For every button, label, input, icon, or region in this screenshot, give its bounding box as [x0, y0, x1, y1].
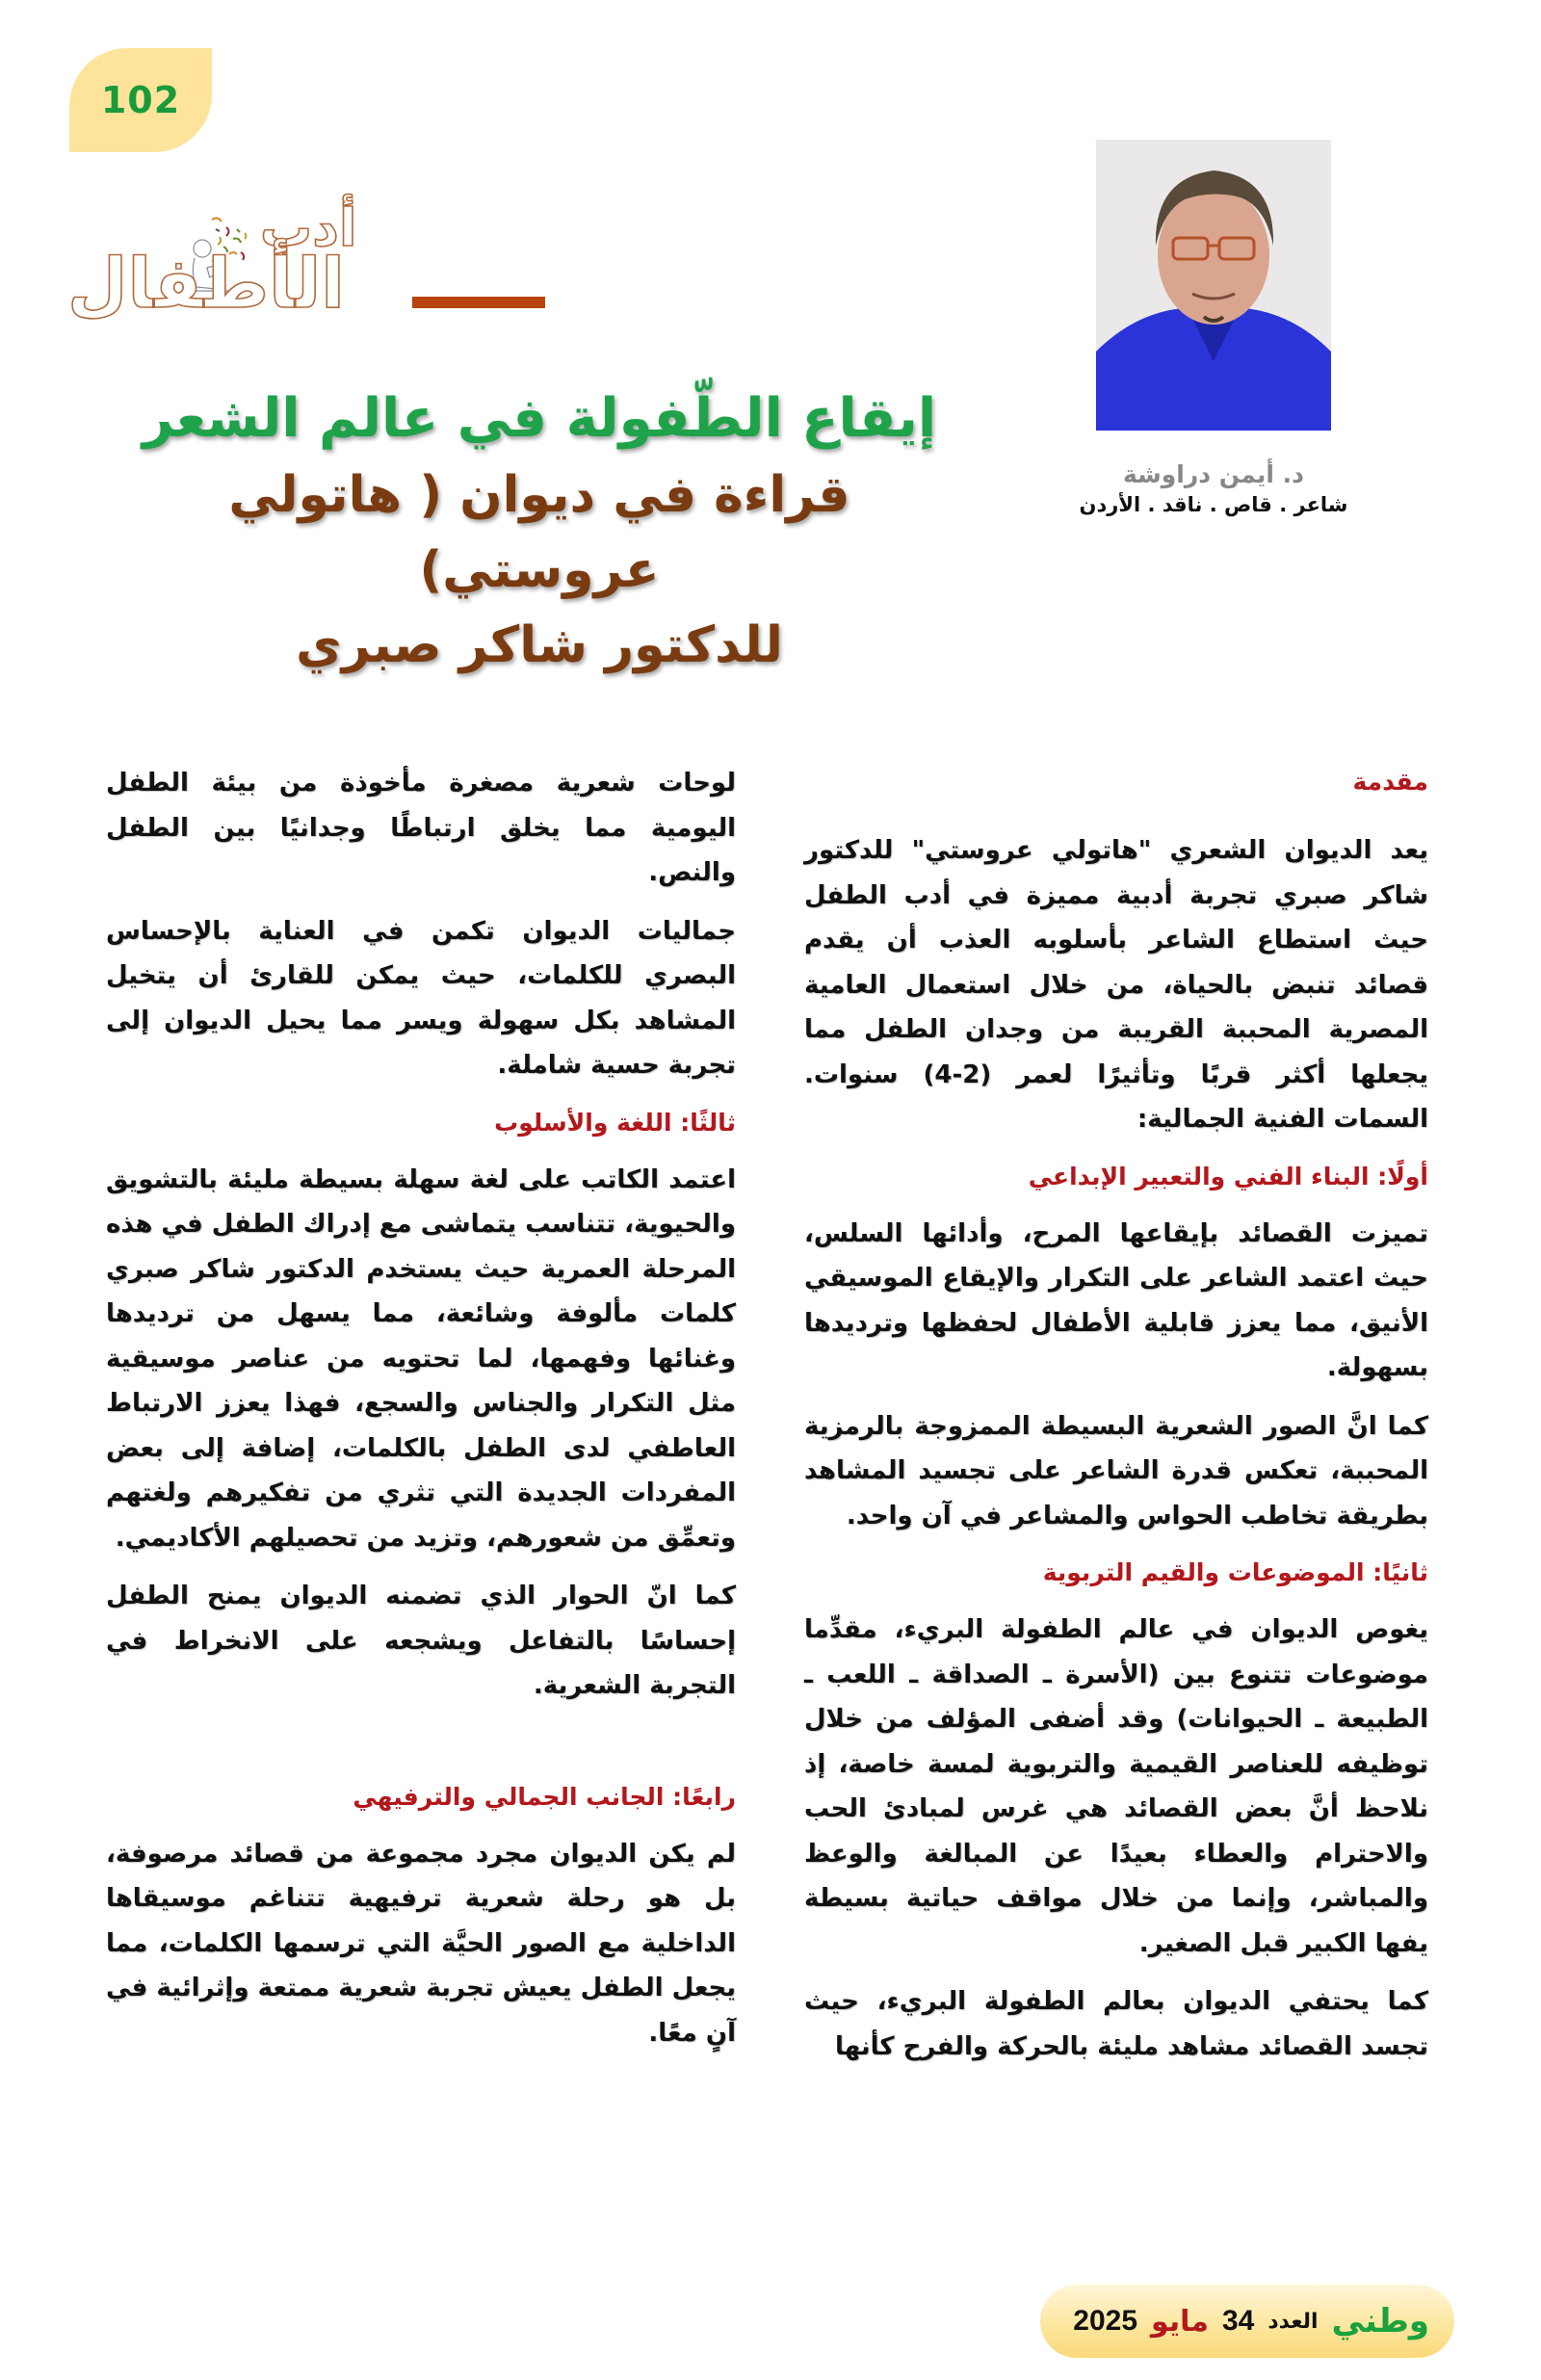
- paragraph: يغوص الديوان في عالم الطفولة البريء، مقدِّما موضوعات تتنوع بين (الأسرة ـ الصداقة ـ اللعب ـ الطبيعة ـ الحيوانات) وقد أضفى المؤلف من خلال توظيفه للعناصر القيمية والتربوية لمسة خاصة، إذ نلاحظ أنَّ بعض القصائد هي غرس لمبادئ الحب والاحترام والعطاء بعيدًا عن المبالغة والوعظ والمباشر، وإنما من خلال مواقف حياتية بسيطة يفها الكبير قبل الصغير.: [804, 1615, 1428, 1958]
- paragraph: لوحات شعرية مصغرة مأخوذة من بيئة الطفل اليومية مما يخلق ارتباطًا وجدانيًا بين الطفل والنص.: [106, 769, 736, 887]
- issue-number: 34: [1221, 2305, 1255, 2337]
- heading-third-section: ثالثًا: اللغة والأسلوب: [494, 1108, 736, 1137]
- article-column-right: [804, 761, 1428, 2082]
- author-portrait-icon: [1096, 140, 1331, 431]
- heading-fourth-section: رابعًا: الجانب الجمالي والترفيهي: [353, 1782, 736, 1811]
- issue-label: العدد: [1267, 2309, 1319, 2334]
- title-subtitle: قراءة في ديوان ( هاتولي عروستي): [228, 466, 850, 599]
- title-main: إيقاع الطّفولة في عالم الشعر: [142, 387, 937, 450]
- issue-month: مايو: [1151, 2304, 1209, 2339]
- author-role: شاعر . قاص . ناقد . الأردن: [1079, 493, 1348, 516]
- paragraph: تميزت القصائد بإيقاعها المرح، وأدائها السلس، حيث اعتمد الشاعر على التكرار والإيقاع الموسيقي الأنيق، مما يعزز قابلية الأطفال لحفظها وترديدها بسهولة.: [804, 1218, 1428, 1382]
- page-number-tab: [69, 48, 212, 152]
- author-photo: [1096, 140, 1331, 431]
- heading-introduction: مقدمة: [1352, 768, 1428, 796]
- paragraph: لم يكن الديوان مجرد مجموعة من قصائد مرصوفة، بل هو رحلة شعرية ترفيهية تتناغم موسيقاها الداخلية مع الصور الحيَّة التي ترسمها الكلمات، مما يجعل الطفل يعيش تجربة شعرية ممتعة وإثرائية في آنٍ معًا.: [106, 1839, 736, 2048]
- article-column-left: [106, 761, 736, 2069]
- paragraph: يعد الديوان الشعري "هاتولي عروستي" للدكتور شاكر صبري تجربة أدبية مميزة في أدب الطفل حيث استطاع الشاعر بأسلوبه العذب أن يقدم قصائد تنبض بالحياة، من خلال استعمال العامية المصرية المحببة القريبة من وجدان الطفل مما يجعلها أكثر قربًا وتأثيرًا لعمر (2-4) سنوات. السمات الفنية الجمالية:: [804, 836, 1429, 1134]
- heading-first-section: أولًا: البناء الفني والتعبير الإبداعي: [1028, 1162, 1428, 1190]
- heading-second-section: ثانيًا: الموضوعات والقيم التربوية: [1042, 1558, 1428, 1586]
- article-title: [106, 380, 973, 683]
- paragraph: كما انَّ الصور الشعرية البسيطة الممزوجة بالرمزية المحببة، تعكس قدرة الشاعر على تجسيد المشاهد بطريقة تخاطب الحواس والمشاعر في آن واحد.: [804, 1411, 1428, 1530]
- magazine-name: وطني: [1331, 2302, 1429, 2341]
- issue-footer: [1040, 2285, 1454, 2358]
- author-name: د. أيمن دراوشة: [1122, 460, 1305, 488]
- section-logo: [67, 197, 626, 327]
- paragraph: كما يحتفي الديوان بعالم الطفولة البريء، حيث تجسد القصائد مشاهد مليئة بالحركة والفرح كأنها: [804, 1987, 1428, 2061]
- page-number: 102: [100, 79, 181, 121]
- paragraph: جماليات الديوان تكمن في العناية بالإحساس البصري للكلمات، حيث يمكن للقارئ أن يتخيل المشاهد بكل سهولة ويسر مما يحيل الديوان إلى تجربة حسية شاملة.: [106, 916, 736, 1080]
- issue-year: 2025: [1073, 2305, 1138, 2337]
- logo-accent-bar: [412, 297, 545, 308]
- paragraph: كما انّ الحوار الذي تضمنه الديوان يمنح الطفل إحساسًا بالتفاعل ويشجعه على الانخراط في التجربة الشعرية.: [106, 1582, 736, 1700]
- paragraph: اعتمد الكاتب على لغة سهلة بسيطة مليئة بالتشويق والحيوية، تتناسب يتماشى مع إدراك الطفل في هذه المرحلة العمرية حيث يستخدم الدكتور شاكر صبري كلمات مألوفة وشائعة، مما يسهل من ترديدها وغنائها وفهمها، لما تحتويه من عناصر موسيقية مثل التكرار والجناس والسجع، فهذا يعزز الارتباط العاطفي لدى الطفل بالكلمات، إضافة إلى بعض المفردات الجديدة التي تثري من تفكيرهم ولغتهم وتعمِّق من شعورهم، وتزيد من تحصيلهم الأكاديمي.: [105, 1164, 736, 1553]
- title-author-line: للدكتور شاكر صبري: [296, 616, 783, 674]
- logo-word-atfal: الأطفال: [67, 243, 345, 324]
- logo-word-adab: أدب: [260, 197, 357, 258]
- spacer: [106, 1722, 736, 1776]
